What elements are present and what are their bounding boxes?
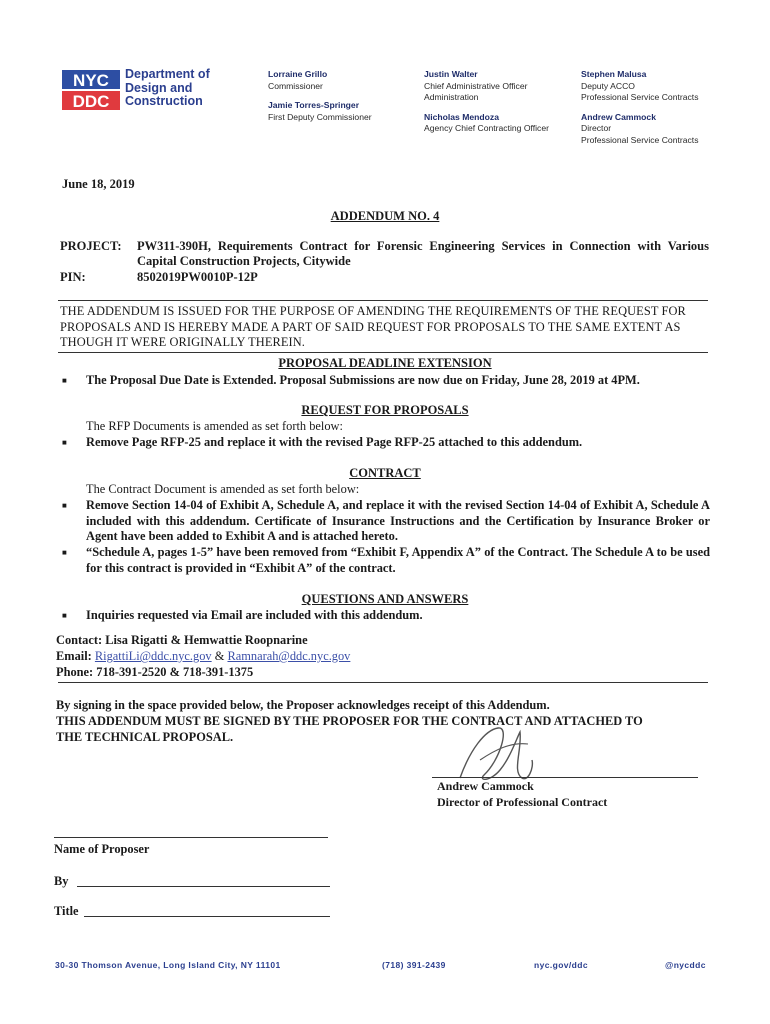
email-link-ramnarah[interactable]: Ramnarah@ddc.nyc.gov — [227, 649, 351, 663]
contact-line: Contact: Lisa Rigatti & Hemwattie Roopnarine — [56, 633, 308, 647]
divider — [58, 352, 708, 353]
dept-line-1: Department of — [125, 67, 210, 81]
list-item — [62, 608, 710, 624]
ack-line-3: THE TECHNICAL PROPOSAL. — [56, 730, 234, 744]
staff-title: Chief Administrative Officer — [424, 80, 528, 91]
bullet-icon: ■ — [62, 438, 67, 447]
staff-name: Stephen Malusa — [581, 69, 647, 79]
title-field[interactable] — [84, 916, 330, 917]
footer-address: 30-30 Thomson Avenue, Long Island City, NY 11101 — [55, 960, 281, 970]
staff-column-3 — [581, 69, 699, 146]
project-label: PROJECT: — [60, 239, 122, 253]
staff-name: Jamie Torres-Springer — [268, 100, 360, 110]
contract-intro: The Contract Document is amended as set forth below: — [86, 482, 360, 496]
proposer-name-line — [54, 837, 328, 838]
pin-label: PIN: — [60, 270, 86, 284]
phone-line: Phone: 718-391-2520 & 718-391-1375 — [56, 665, 254, 679]
addendum-title: ADDENDUM NO. 4 — [330, 209, 440, 223]
list-item — [62, 498, 710, 545]
signature-line — [432, 777, 698, 778]
staff-name: Nicholas Mendoza — [424, 111, 499, 122]
staff-title: First Deputy Commissioner — [268, 111, 372, 122]
bullet-icon: ■ — [62, 501, 67, 510]
list-item — [62, 373, 710, 389]
bullet-icon: ■ — [62, 548, 67, 557]
purpose-statement: THE ADDENDUM IS ISSUED FOR THE PURPOSE OF AMENDING THE REQUIREMENTS OF THE REQUEST FOR PROPOSALS AND IS HEREBY MADE A PART OF SAID REQUEST FOR PROPOSALS TO THE SAME EXTENT AS THOUGH IT WERE ORIGINALLY THEREIN. — [60, 304, 686, 349]
staff-title: Deputy ACCO — [581, 80, 635, 91]
email-line — [56, 649, 350, 665]
bullet-icon: ■ — [62, 611, 67, 620]
ack-line-1: By signing in the space provided below, the Proposer acknowledges receipt of this Addendum. — [56, 698, 550, 712]
staff-title: Professional Service Contracts — [581, 134, 699, 145]
signer-title: Director of Professional Contract — [437, 795, 608, 809]
qa-heading: QUESTIONS AND ANSWERS — [301, 592, 469, 606]
staff-column-2 — [424, 69, 549, 135]
pin-number: 8502019PW0010P-12P — [137, 270, 258, 284]
proposer-name-label: Name of Proposer — [54, 842, 150, 856]
by-signature-field[interactable] — [77, 886, 330, 887]
footer-phone: (718) 391-2439 — [382, 960, 446, 970]
bullet-text: Remove Page RFP-25 and replace it with the revised Page RFP-25 attached to this addendum. — [86, 435, 583, 449]
signer-name: Andrew Cammock — [437, 779, 534, 793]
contract-heading: CONTRACT — [349, 466, 421, 480]
nyc-ddc-logo — [62, 70, 120, 110]
dept-line-3: Construction — [125, 94, 203, 108]
staff-title: Professional Service Contracts — [581, 92, 699, 102]
bullet-text: The Proposal Due Date is Extended. Proposal Submissions are now due on Friday, June 28, 2019 at 4PM. — [86, 373, 640, 387]
title-label: Title — [54, 904, 79, 918]
ack-line-2: THIS ADDENDUM MUST BE SIGNED BY THE PROPOSER FOR THE CONTRACT AND ATTACHED TO — [56, 714, 643, 728]
logo-bottom-text: DDC — [72, 92, 110, 110]
staff-title: Director — [581, 123, 612, 133]
footer-website[interactable]: nyc.gov/ddc — [534, 960, 588, 970]
staff-name: Lorraine Grillo — [268, 69, 328, 79]
footer-social-handle[interactable]: @nycddc — [665, 960, 706, 970]
staff-title: Commissioner — [268, 80, 323, 91]
list-item — [62, 435, 710, 451]
deadline-heading: PROPOSAL DEADLINE EXTENSION — [278, 356, 492, 370]
email-label: Email: — [56, 649, 92, 663]
dept-line-2: Design and — [125, 80, 193, 95]
divider — [58, 682, 708, 683]
list-item — [62, 545, 710, 576]
staff-column-1 — [268, 69, 372, 123]
logo-top-text: NYC — [73, 71, 109, 90]
by-label: By — [54, 874, 69, 888]
bullet-text: Remove Section 14-04 of Exhibit A, Schedule A, and replace it with the revised Section 14-04 of Exhibit A, Schedule A included with this addendum. Certificate of Insurance Instructions and the Certification by Insurance Broker or Agent have been added to Exhibit A and is attached hereto. — [86, 498, 710, 543]
bullet-text: “Schedule A, pages 1-5” have been removed from “Exhibit F, Appendix A” of the Contract. The Schedule A to be used for this contract is provided in “Exhibit A” of the contract. — [86, 545, 710, 575]
email-link-rigatti[interactable]: RigattiLi@ddc.nyc.gov — [94, 649, 212, 663]
email-separator: & — [214, 649, 225, 663]
department-name — [125, 68, 210, 109]
staff-name: Justin Walter — [424, 69, 478, 79]
project-description: PW311-390H, Requirements Contract for Forensic Engineering Services in Connection with Various Capital Construction Projects, Citywide — [137, 239, 709, 268]
rfp-heading: REQUEST FOR PROPOSALS — [301, 403, 469, 417]
staff-title: Agency Chief Contracting Officer — [424, 123, 549, 133]
letter-date: June 18, 2019 — [62, 177, 135, 191]
rfp-intro: The RFP Documents is amended as set forth below: — [86, 419, 343, 433]
bullet-icon: ■ — [62, 376, 67, 385]
staff-name: Andrew Cammock — [581, 111, 656, 122]
staff-title: Administration — [424, 92, 479, 102]
bullet-text: Inquiries requested via Email are included with this addendum. — [86, 608, 423, 622]
divider — [58, 300, 708, 301]
